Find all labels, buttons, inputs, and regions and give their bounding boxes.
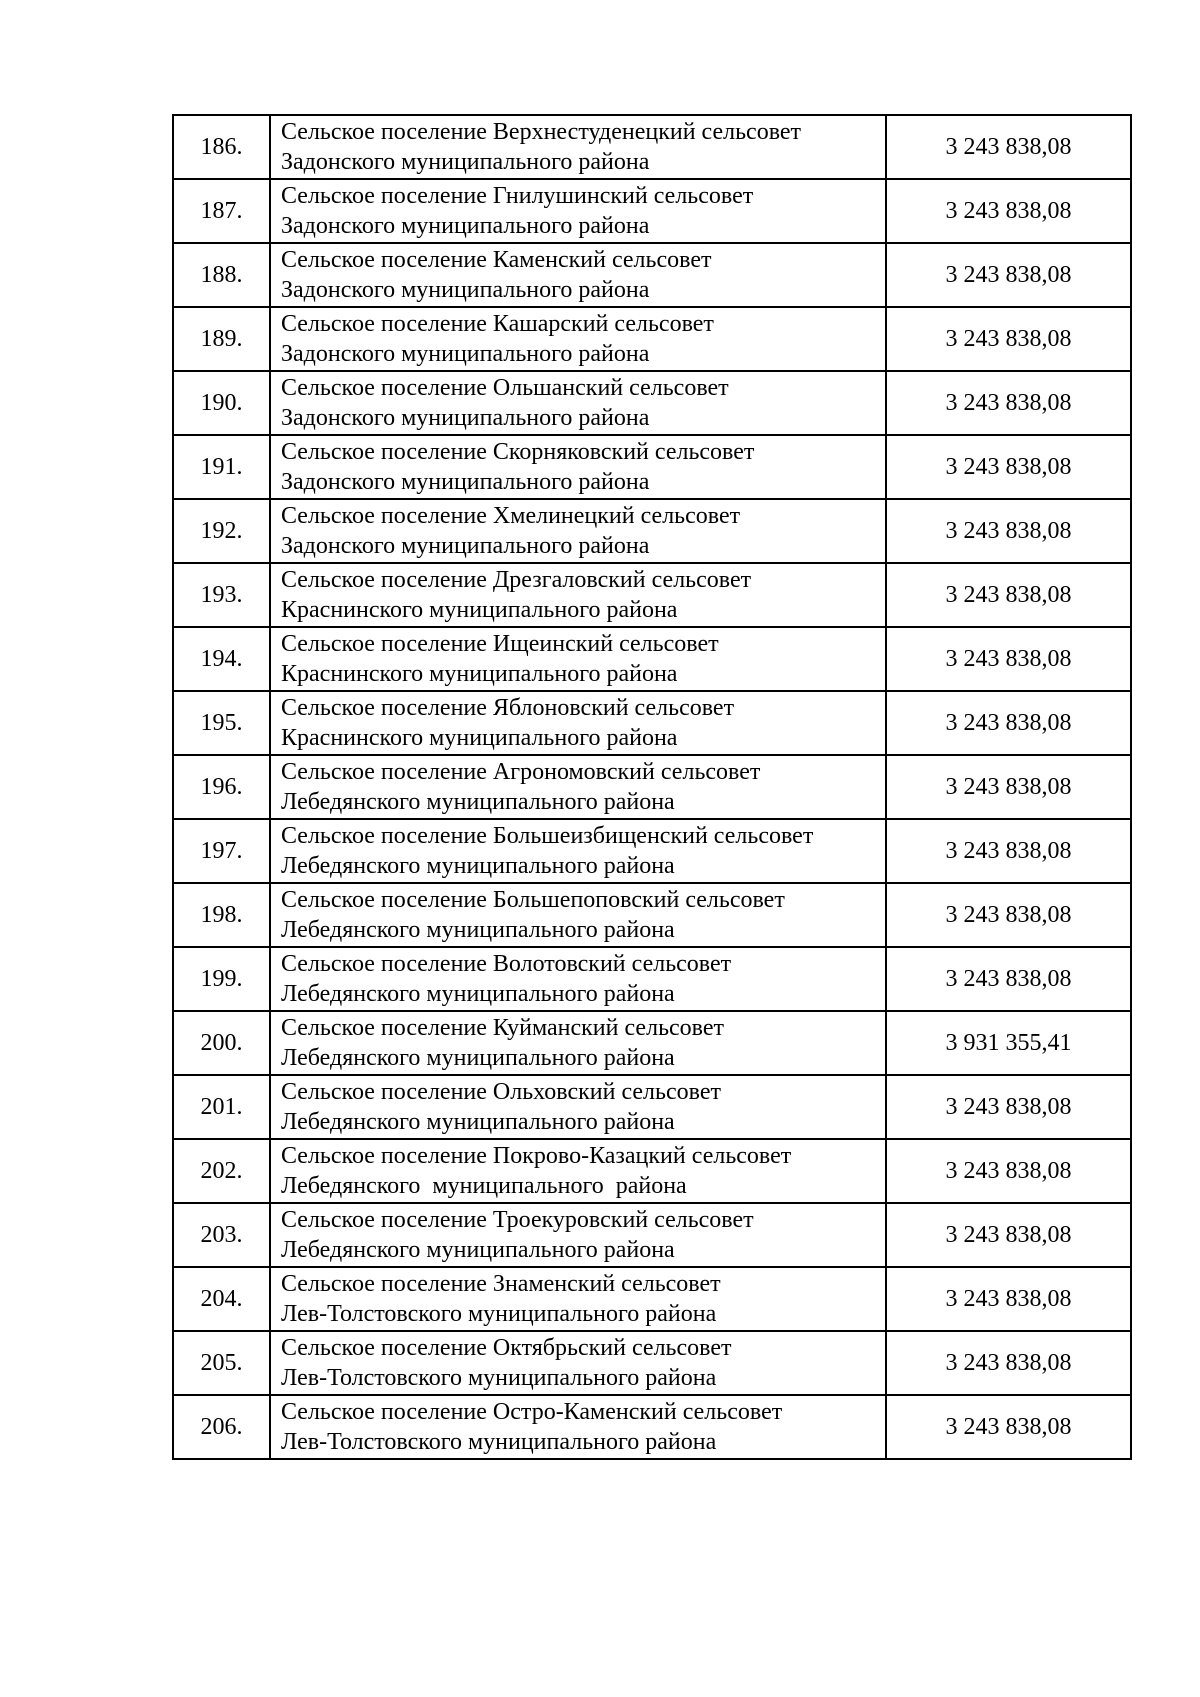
settlement-name-line: Сельское поселение Хмелинецкий сельсовет [281, 503, 741, 529]
table-row [173, 1139, 1131, 1203]
row-number: 191. [173, 435, 270, 499]
row-number: 200. [173, 1011, 270, 1075]
settlement-name [270, 307, 886, 371]
settlement-name [270, 499, 886, 563]
settlement-name-line: Сельское поселение Октябрьский сельсовет [281, 1335, 732, 1361]
settlement-name [270, 1267, 886, 1331]
table-row [173, 307, 1131, 371]
settlement-name [270, 1395, 886, 1459]
allocation-table-body [173, 115, 1131, 1459]
district-name-line: Лев-Толстовского муниципального района [281, 1365, 717, 1391]
table-row [173, 1203, 1131, 1267]
settlement-name [270, 1075, 886, 1139]
settlement-name-line: Сельское поселение Ищеинский сельсовет [281, 631, 719, 657]
row-number: 205. [173, 1331, 270, 1395]
settlement-name [270, 627, 886, 691]
district-name-line: Лебедянского муниципального района [281, 917, 675, 943]
allocation-table [172, 114, 1132, 1460]
amount-value: 3 931 355,41 [886, 1011, 1131, 1075]
settlement-name-line: Сельское поселение Яблоновский сельсовет [281, 695, 735, 721]
settlement-name [270, 563, 886, 627]
district-name-line: Задонского муниципального района [281, 469, 650, 495]
district-name-line: Лебедянского муниципального района [281, 1237, 675, 1263]
settlement-name [270, 1139, 886, 1203]
amount-value: 3 243 838,08 [886, 371, 1131, 435]
settlement-name [270, 115, 886, 179]
district-name-line: Лебедянского муниципального района [281, 789, 675, 815]
district-name-line: Задонского муниципального района [281, 533, 650, 559]
table-row [173, 819, 1131, 883]
row-number: 192. [173, 499, 270, 563]
settlement-name-line: Сельское поселение Троекуровский сельсовет [281, 1207, 754, 1233]
row-number: 206. [173, 1395, 270, 1459]
settlement-name [270, 883, 886, 947]
settlement-name [270, 1331, 886, 1395]
amount-value: 3 243 838,08 [886, 691, 1131, 755]
district-name-line: Лебедянского муниципального района [281, 1109, 675, 1135]
amount-value: 3 243 838,08 [886, 947, 1131, 1011]
amount-value: 3 243 838,08 [886, 1203, 1131, 1267]
settlement-name-line: Сельское поселение Знаменский сельсовет [281, 1271, 721, 1297]
settlement-name-line: Сельское поселение Каменский сельсовет [281, 247, 712, 273]
table-row [173, 691, 1131, 755]
settlement-name [270, 243, 886, 307]
amount-value: 3 243 838,08 [886, 307, 1131, 371]
amount-value: 3 243 838,08 [886, 1075, 1131, 1139]
settlement-name [270, 371, 886, 435]
district-name-line: Лев-Толстовского муниципального района [281, 1301, 717, 1327]
settlement-name [270, 819, 886, 883]
settlement-name [270, 1011, 886, 1075]
amount-value: 3 243 838,08 [886, 115, 1131, 179]
row-number: 186. [173, 115, 270, 179]
amount-value: 3 243 838,08 [886, 1139, 1131, 1203]
settlement-name-line: Сельское поселение Куйманский сельсовет [281, 1015, 724, 1041]
district-name-line: Лебедянского муниципального района [281, 853, 675, 879]
amount-value: 3 243 838,08 [886, 1395, 1131, 1459]
settlement-name [270, 1203, 886, 1267]
settlement-name-line: Сельское поселение Дрезгаловский сельсовет [281, 567, 752, 593]
amount-value: 3 243 838,08 [886, 627, 1131, 691]
district-name-line: Лев-Толстовского муниципального района [281, 1429, 717, 1455]
settlement-name-line: Сельское поселение Верхнестуденецкий сельсовет [281, 119, 802, 145]
district-name-line: Краснинского муниципального района [281, 597, 678, 623]
table-row [173, 1075, 1131, 1139]
settlement-name-line: Сельское поселение Скорняковский сельсовет [281, 439, 755, 465]
table-row [173, 371, 1131, 435]
district-name-line: Задонского муниципального района [281, 213, 650, 239]
amount-value: 3 243 838,08 [886, 243, 1131, 307]
row-number: 203. [173, 1203, 270, 1267]
settlement-name [270, 755, 886, 819]
settlement-name-line: Сельское поселение Ольшанский сельсовет [281, 375, 729, 401]
row-number: 197. [173, 819, 270, 883]
amount-value: 3 243 838,08 [886, 1331, 1131, 1395]
settlement-name-line: Сельское поселение Гнилушинский сельсовет [281, 183, 754, 209]
amount-value: 3 243 838,08 [886, 563, 1131, 627]
district-name-line: Задонского муниципального района [281, 149, 650, 175]
row-number: 188. [173, 243, 270, 307]
row-number: 189. [173, 307, 270, 371]
amount-value: 3 243 838,08 [886, 499, 1131, 563]
settlement-name-line: Сельское поселение Волотовский сельсовет [281, 951, 732, 977]
amount-value: 3 243 838,08 [886, 435, 1131, 499]
row-number: 190. [173, 371, 270, 435]
settlement-name [270, 947, 886, 1011]
row-number: 187. [173, 179, 270, 243]
settlement-name-line: Сельское поселение Большепоповский сельсовет [281, 887, 785, 913]
table-row [173, 1331, 1131, 1395]
table-row [173, 243, 1131, 307]
district-name-line: Лебедянского муниципального района [281, 1173, 687, 1199]
district-name-line: Краснинского муниципального района [281, 661, 678, 687]
table-row [173, 883, 1131, 947]
table-row [173, 947, 1131, 1011]
row-number: 195. [173, 691, 270, 755]
table-row [173, 1395, 1131, 1459]
row-number: 202. [173, 1139, 270, 1203]
settlement-name-line: Сельское поселение Кашарский сельсовет [281, 311, 714, 337]
settlement-name-line: Сельское поселение Агрономовский сельсовет [281, 759, 761, 785]
table-row [173, 435, 1131, 499]
district-name-line: Задонского муниципального района [281, 277, 650, 303]
amount-value: 3 243 838,08 [886, 819, 1131, 883]
row-number: 199. [173, 947, 270, 1011]
district-name-line: Задонского муниципального района [281, 405, 650, 431]
settlement-name-line: Сельское поселение Ольховский сельсовет [281, 1079, 721, 1105]
amount-value: 3 243 838,08 [886, 179, 1131, 243]
table-row [173, 115, 1131, 179]
table-row [173, 1267, 1131, 1331]
settlement-name-line: Сельское поселение Большеизбищенский сельсовет [281, 823, 814, 849]
row-number: 193. [173, 563, 270, 627]
row-number: 204. [173, 1267, 270, 1331]
table-row [173, 499, 1131, 563]
row-number: 201. [173, 1075, 270, 1139]
table-row [173, 627, 1131, 691]
row-number: 196. [173, 755, 270, 819]
district-name-line: Задонского муниципального района [281, 341, 650, 367]
table-row [173, 563, 1131, 627]
settlement-name [270, 435, 886, 499]
settlement-name [270, 179, 886, 243]
settlement-name-line: Сельское поселение Остро-Каменский сельсовет [281, 1399, 783, 1425]
table-row [173, 1011, 1131, 1075]
district-name-line: Лебедянского муниципального района [281, 1045, 675, 1071]
row-number: 194. [173, 627, 270, 691]
settlement-name [270, 691, 886, 755]
district-name-line: Краснинского муниципального района [281, 725, 678, 751]
district-name-line: Лебедянского муниципального района [281, 981, 675, 1007]
amount-value: 3 243 838,08 [886, 755, 1131, 819]
table-row [173, 179, 1131, 243]
settlement-name-line: Сельское поселение Покрово-Казацкий сельсовет [281, 1143, 792, 1169]
row-number: 198. [173, 883, 270, 947]
table-row [173, 755, 1131, 819]
amount-value: 3 243 838,08 [886, 883, 1131, 947]
amount-value: 3 243 838,08 [886, 1267, 1131, 1331]
